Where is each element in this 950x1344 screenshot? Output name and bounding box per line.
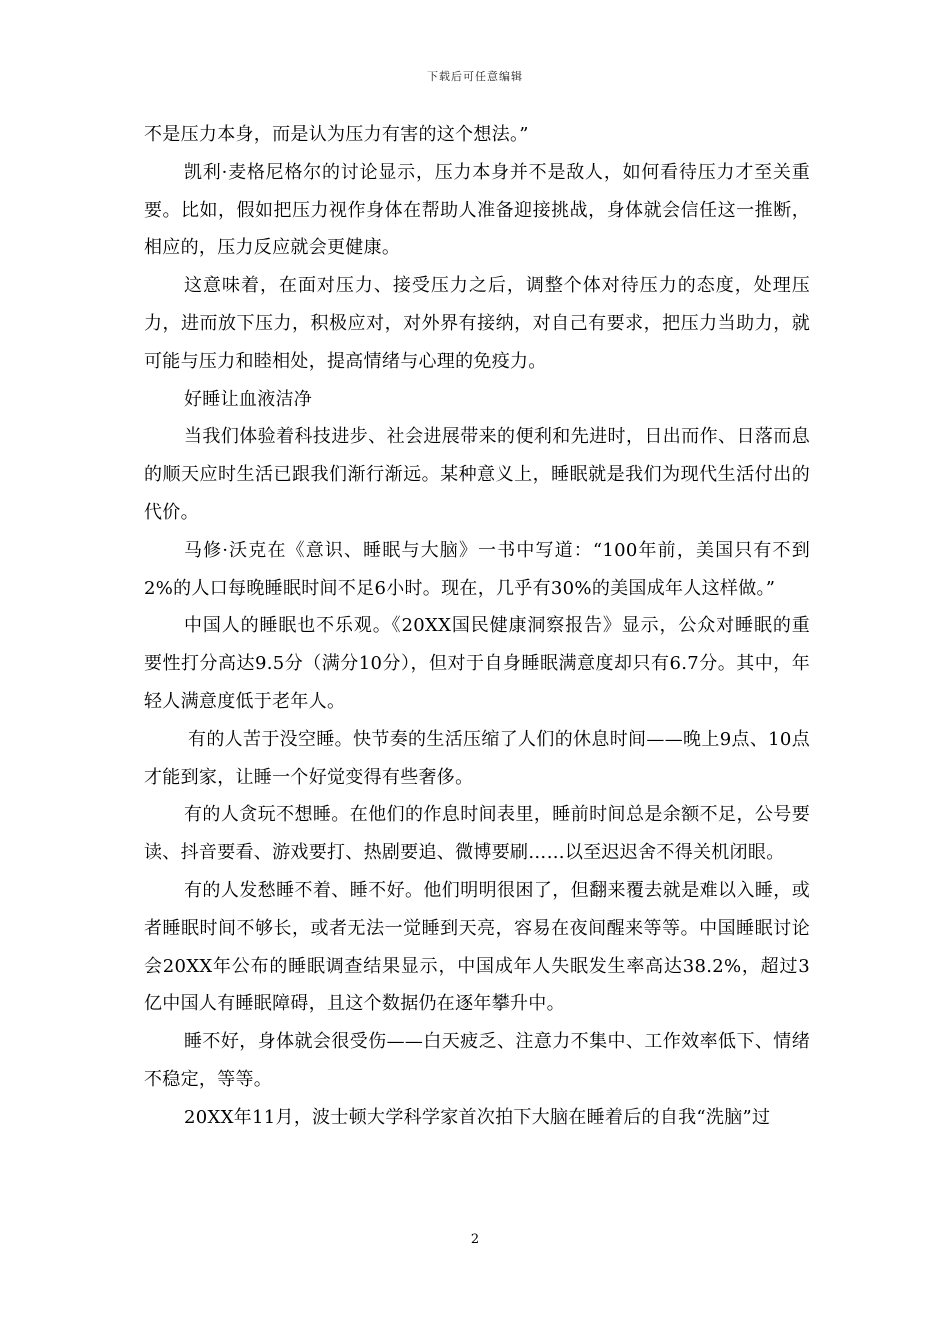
paragraph: 有的人贪玩不想睡。在他们的作息时间表里，睡前时间总是余额不足，公号要读、抖音要看、游戏要打、热剧要追、微博要刷……以至迟迟舍不得关机闭眼。 bbox=[144, 804, 810, 864]
paragraph: 有的人发愁睡不着、睡不好。他们明明很困了，但翻来覆去就是难以入睡，或者睡眠时间不够长，或者无法一觉睡到天亮，容易在夜间醒来等等。中国睡眠讨论会20XX年公布的睡眠调查结果显示，中国成年人失眠发生率高达38.2%，超过3亿中国人有睡眠障碍，且这个数据仍在逐年攀升中。 bbox=[144, 879, 810, 1015]
paragraph: 不是压力本身，而是认为压力有害的这个想法。” bbox=[144, 124, 529, 145]
paragraph: 20XX年11月，波士顿大学科学家首次拍下大脑在睡着后的自我“洗脑”过 bbox=[184, 1106, 771, 1128]
paragraph: 中国人的睡眠也不乐观。《20XX国民健康洞察报告》显示，公众对睡眠的重要性打分高达9.5分（满分10分），但对于自身睡眠满意度却只有6.7分。其中，年轻人满意度低于老年人。 bbox=[144, 615, 810, 712]
document-body bbox=[144, 116, 810, 1137]
section-heading: 好睡让血液洁净 bbox=[184, 388, 313, 410]
paragraph: 睡不好，身体就会很受伤——白天疲乏、注意力不集中、工作效率低下、情绪不稳定，等等。 bbox=[144, 1031, 810, 1090]
page-header: 下载后可任意编辑 bbox=[427, 70, 523, 83]
page-number: 2 bbox=[470, 1232, 480, 1247]
paragraph: 这意味着，在面对压力、接受压力之后，调整个体对待压力的态度，处理压力，进而放下压力，积极应对，对外界有接纳，对自己有要求，把压力当助力，就可能与压力和睦相处，提高情绪与心理的免疫力。 bbox=[144, 275, 810, 372]
paragraph: 马修·沃克在《意识、睡眠与大脑》一书中写道：“100年前，美国只有不到2%的人口每晚睡眠时间不足6小时。现在，几乎有30%的美国成年人这样做。” bbox=[144, 539, 810, 599]
paragraph: 凯利·麦格尼格尔的讨论显示，压力本身并不是敌人，如何看待压力才至关重要。比如，假如把压力视作身体在帮助人准备迎接挑战，身体就会信任这一推断，相应的，压力反应就会更健康。 bbox=[144, 161, 810, 259]
paragraph: 当我们体验着科技进步、社会进展带来的便利和先进时，日出而作、日落而息的顺天应时生活已跟我们渐行渐远。某种意义上，睡眠就是我们为现代生活付出的代价。 bbox=[144, 426, 810, 523]
paragraph: 有的人苦于没空睡。快节奏的生活压缩了人们的休息时间——晚上9点、10点才能到家，让睡一个好觉变得有些奢侈。 bbox=[144, 728, 810, 788]
